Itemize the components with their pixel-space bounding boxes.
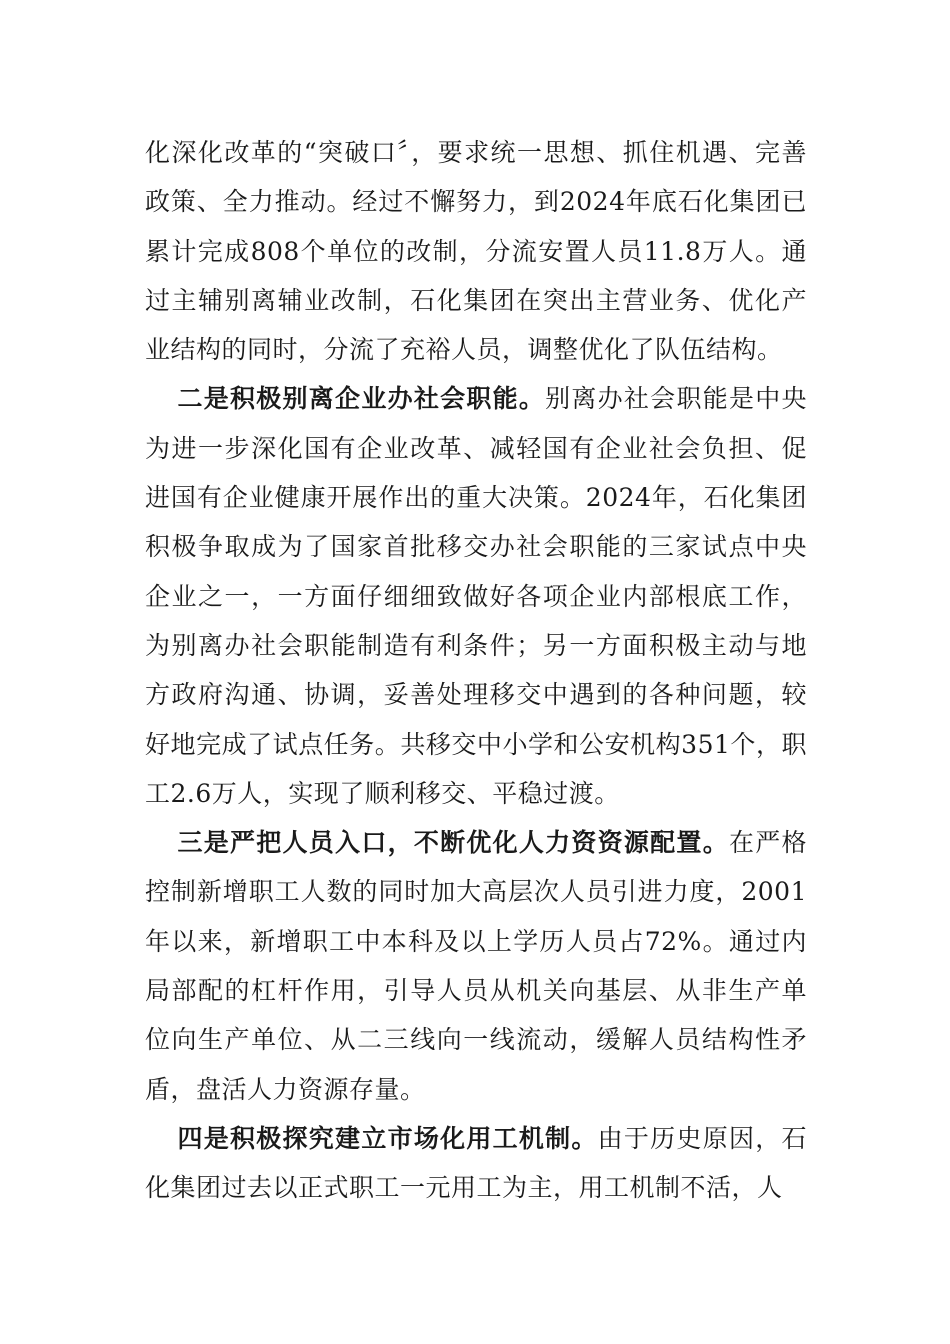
paragraph-4 xyxy=(145,1114,807,1213)
paragraph-1 xyxy=(145,128,807,374)
paragraph-4-lead: 四是积极探究建立市场化用工机制。 xyxy=(177,1123,598,1153)
paragraph-2-lead: 二是积极别离企业办社会职能。 xyxy=(177,384,546,414)
paragraph-3-text: 在严格控制新增职工人数的同时加大高层次人员引进力度，2001年以来，新增职工中本科及以上学历人员占72%。通过内局部配的杠杆作用，引导人员从机关向基层、从非生产单位向生产单位、从二三线向一线流动，缓解人员结构性矛盾，盘活人力资源存量。 xyxy=(145,828,807,1104)
paragraph-4-text: 由于历史原因，石化集团过去以正式职工一元用工为主，用工机制不活，人 xyxy=(145,1123,807,1203)
paragraph-1-text: 化深化改革的“突破口〞，要求统一思想、抓住机遇、完善政策、全力推动。经过不懈努力，到2024年底石化集团已累计完成808个单位的改制，分流安置人员11.8万人。通过主辅别离辅业改制，石化集团在突出主营业务、优化产业结构的同时，分流了充裕人员，调整优化了队伍结构。 xyxy=(145,138,807,365)
paragraph-2 xyxy=(145,374,807,818)
paragraph-3-lead: 三是严把人员入口，不断优化人力资资源配置。 xyxy=(177,828,729,858)
paragraph-2-text: 别离办社会职能是中央为进一步深化国有企业改革、减轻国有企业社会负担、促进国有企业健康开展作出的重大决策。2024年，石化集团积极争取成为了国家首批移交办社会职能的三家试点中央企业之一，一方面仔细细致做好各项企业内部根底工作，为别离办社会职能制造有利条件；另一方面积极主动与地方政府沟通、协调，妥善处理移交中遇到的各种问题，较好地完成了试点任务。共移交中小学和公安机构351个，职工2.6万人，实现了顺利移交、平稳过渡。 xyxy=(145,384,807,808)
document-page xyxy=(145,128,807,1213)
paragraph-3 xyxy=(145,818,807,1114)
